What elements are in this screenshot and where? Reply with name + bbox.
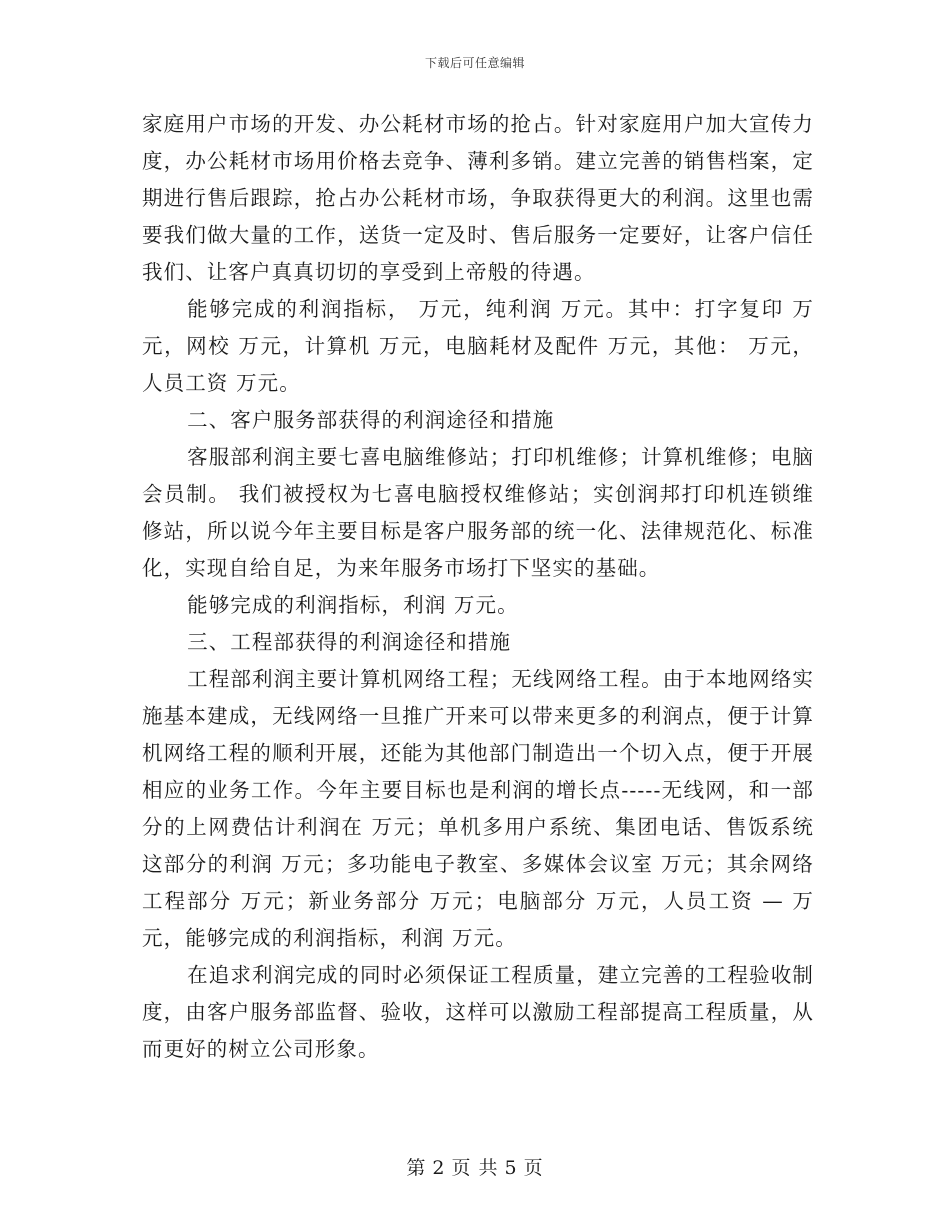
footer-middle: 页 共 bbox=[451, 1157, 499, 1179]
paragraph-customer-service-profit: 客服部利润主要七喜电脑维修站；打印机维修；计算机维修；电脑会员制。 我们被授权为七喜电脑授权维修站；实创润邦打印机连锁维修站，所以说今年主要目标是客户服务部的统一化、法律规范化、标准化，实现自给自足，为来年服务市场打下坚实的基础。 bbox=[142, 445, 814, 580]
paragraph-profit-target-sales: 能够完成的利润指标， 万元，纯利润 万元。其中：打字复印 万元，网校 万元，计算机 万元，电脑耗材及配件 万元，其他： 万元，人员工资 万元。 bbox=[142, 297, 814, 395]
paragraph-engineering-quality: 在追求利润完成的同时必须保证工程质量，建立完善的工程验收制度，由客户服务部监督、验收，这样可以激励工程部提高工程质量，从而更好的树立公司形象。 bbox=[142, 963, 814, 1061]
page-number-footer bbox=[0, 1153, 950, 1180]
page-header-note: 下载后可任意编辑 bbox=[424, 56, 525, 70]
document-body bbox=[142, 106, 814, 1068]
paragraph-profit-target-service: 能够完成的利润指标，利润 万元。 bbox=[187, 593, 519, 617]
section-heading-customer-service: 二、客户服务部获得的利润途径和措施 bbox=[187, 408, 555, 432]
footer-current-page: 2 bbox=[432, 1157, 446, 1179]
paragraph-home-market: 家庭用户市场的开发、办公耗材市场的抢占。针对家庭用户加大宣传力度，办公耗材市场用价格去竞争、薄利多销。建立完善的销售档案，定期进行售后跟踪，抢占办公耗材市场，争取获得更大的利润。这里也需要我们做大量的工作，送货一定及时、售后服务一定要好，让客户信任我们、让客户真真切切的享受到上帝般的待遇。 bbox=[142, 112, 814, 284]
paragraph-engineering-profit: 工程部利润主要计算机网络工程；无线网络工程。由于本地网络实施基本建成，无线网络一旦推广开来可以带来更多的利润点，便于计算机网络工程的顺利开展，还能为其他部门制造出一个切入点，便于开展相应的业务工作。今年主要目标也是利润的增长点-----无线网，和一部分的上网费估计利润在 万元；单机多用户系统、集团电话、售饭系统这部分的利润 万元；多功能电子教室、多媒体会议室 万元；其余网络工程部分 万元；新业务部分 万元；电脑部分 万元，人员工资 — 万元，能够完成的利润指标，利润 万元。 bbox=[142, 667, 814, 950]
footer-total-pages: 5 bbox=[504, 1157, 518, 1179]
footer-suffix: 页 bbox=[523, 1157, 544, 1179]
footer-prefix: 第 bbox=[406, 1157, 427, 1179]
section-heading-engineering: 三、工程部获得的利润途径和措施 bbox=[187, 630, 512, 654]
